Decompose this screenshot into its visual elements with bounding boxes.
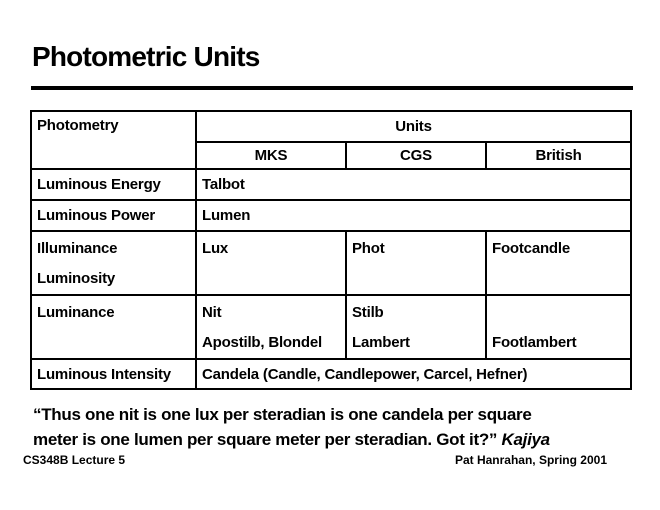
column-header-cgs: CGS xyxy=(346,142,486,169)
table-row-header-units xyxy=(31,111,631,142)
cell-stilb-lambert xyxy=(346,295,486,359)
cell-nit: Nit xyxy=(202,304,222,321)
cell-footlambert-cell xyxy=(486,295,631,359)
cell-nit-apostilb-blondel xyxy=(196,295,346,359)
page-title: Photometric Units xyxy=(32,41,260,72)
cell-footcandle: Footcandle xyxy=(486,231,631,295)
cell-apostilb-blondel: Apostilb, Blondel xyxy=(202,334,322,351)
row-label-illuminance-luminosity xyxy=(31,231,196,295)
empty-line xyxy=(492,298,628,328)
row-label-luminous-energy: Luminous Energy xyxy=(31,169,196,200)
units-header: Units xyxy=(196,111,631,142)
cell-stilb: Stilb xyxy=(352,304,384,321)
column-header-mks: MKS xyxy=(196,142,346,169)
footer-course-label: CS348B Lecture 5 xyxy=(23,453,126,467)
row-label-luminous-intensity: Luminous Intensity xyxy=(31,359,196,389)
cell-lambert: Lambert xyxy=(352,334,410,351)
column-header-british: British xyxy=(486,142,631,169)
row-label-luminance: Luminance xyxy=(31,295,196,359)
table-row-luminous-energy xyxy=(31,169,631,200)
cell-phot: Phot xyxy=(346,231,486,295)
cell-footlambert: Footlambert xyxy=(492,334,577,351)
quote-line-2: meter is one lumen per square meter per steradian. Got it?” Kajiya xyxy=(33,430,550,449)
footer-author-label: Pat Hanrahan, Spring 2001 xyxy=(454,453,607,467)
table-row-luminous-power xyxy=(31,200,631,231)
row-label-luminous-power: Luminous Power xyxy=(31,200,196,231)
cell-talbot: Talbot xyxy=(196,169,631,200)
photometric-units-table xyxy=(30,110,632,390)
cell-lumen: Lumen xyxy=(196,200,631,231)
table-row-luminous-intensity xyxy=(31,359,631,389)
label-illuminance: Illuminance xyxy=(37,240,118,257)
cell-lux: Lux xyxy=(196,231,346,295)
corner-header-photometry: Photometry xyxy=(31,111,196,169)
title-underline xyxy=(31,86,633,90)
cell-candela: Candela (Candle, Candlepower, Carcel, Hefner) xyxy=(196,359,631,389)
table-row-luminance xyxy=(31,295,631,359)
label-luminosity: Luminosity xyxy=(37,270,116,287)
quote-line-1: “Thus one nit is one lux per steradian is one candela per square xyxy=(33,405,532,424)
kajiya-quote xyxy=(33,402,550,452)
quote-attribution: Kajiya xyxy=(501,430,550,449)
table-row-illuminance xyxy=(31,231,631,295)
